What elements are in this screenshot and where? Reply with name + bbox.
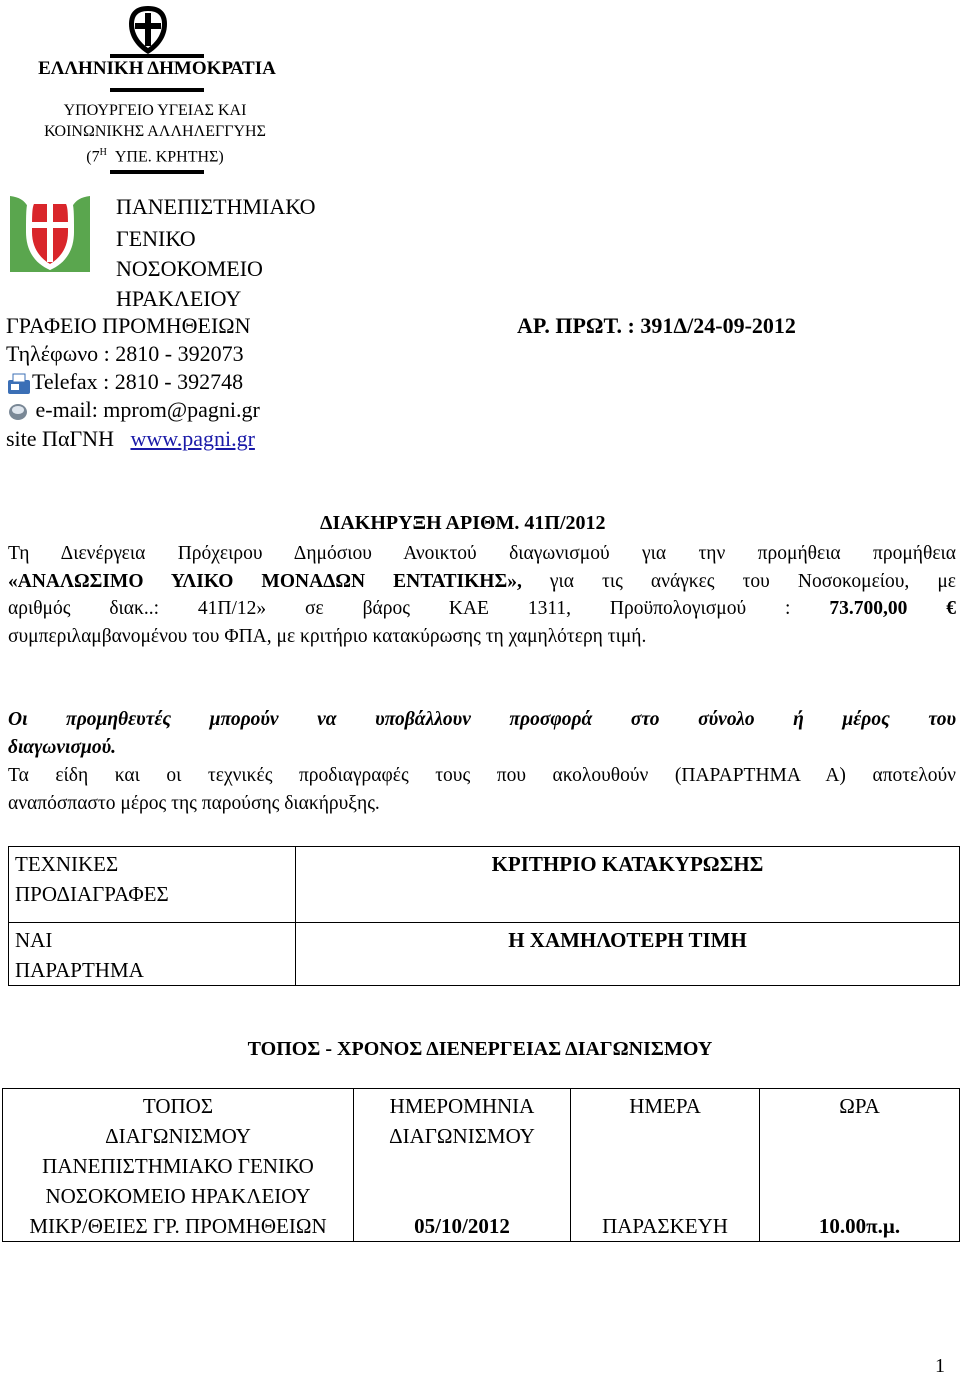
procurement-office: ΓΡΑΦΕΙΟ ΠΡΟΜΗΘΕΙΩΝ (6, 313, 251, 338)
venue-table (2, 1088, 960, 1242)
specs-header-cell: ΤΕΧΝΙΚΕΣ ΠΡΟΔΙΑΓΡΑΦΕΣ (9, 847, 296, 923)
header-rule-middle (110, 88, 204, 92)
protocol-number: ΑΡ. ΠΡΩΤ. : 391Δ/24-09-2012 (517, 313, 796, 338)
venue-heading: ΤΟΠΟΣ - ΧΡΟΝΟΣ ΔΙΕΝΕΡΓΕΙΑΣ ΔΙΑΓΩΝΙΣΜΟΥ (247, 1038, 713, 1060)
date-value: 05/10/2012 (414, 1214, 510, 1238)
ministry-line-2: ΚΟΙΝΩΝΙΚΗΣ ΑΛΛΗΛΕΓΓΥΗΣ (44, 123, 266, 140)
hospital-name-line-3: ΝΟΣΟΚΟΜΕΙΟ (116, 256, 263, 281)
declaration-paragraph-1: Τη Διενέργεια Πρόχειρου Δημόσιου Ανοικτού διαγωνισμού για την προμήθεια προμήθεια «ΑΝΑΛΩΣΙΜΟ ΥΛΙΚΟ ΜΟΝΑΔΩΝ ΕΝΤΑΤΙΚΗΣ», για τις ανάγκες του Νοσοκομείου, με αριθμός διακ..: 41Π/12» σε βάρος ΚΑΕ 1311, Προϋπολογισμού : 73.700,00 € συμπεριλαμβανομένου του ΦΠΑ, με κριτήριο κατακύρωσης τη χαμηλότερη τιμή. (8, 543, 957, 647)
hospital-name-line-1: ΠΑΝΕΠΙΣΤΗΜΙΑΚΟ (116, 194, 316, 219)
page-number: 1 (935, 1355, 945, 1377)
criteria-table (8, 846, 960, 986)
greek-state-emblem-icon (126, 4, 170, 56)
declaration-title: ΔΙΑΚΗΡΥΞΗ ΑΡΙΘΜ. 41Π/2012 (320, 512, 606, 534)
declaration-paragraph-3: Τα είδη και οι τεχνικές προδιαγραφές τους που ακολουθούν (ΠΑΡΑΡΤΗΜΑ Α) αποτελούν αναπόσπαστο μέρος της παρούσης διακήρυξης. (8, 765, 956, 814)
ministry-line-1: ΥΠΟΥΡΓΕΙΟ ΥΓΕΙΑΣ ΚΑΙ (63, 102, 247, 119)
hospital-name-line-4: ΗΡΑΚΛΕΙΟΥ (116, 286, 242, 311)
table-row (3, 1089, 960, 1242)
email-line (6, 396, 260, 424)
specs-value-cell: ΝΑΙ ΠΑΡΑΡΤΗΜΑ (9, 923, 296, 986)
day-cell: ΗΜΕΡΑ ΠΑΡΑΣΚΕΥΗ (571, 1089, 760, 1242)
table-row (9, 923, 960, 986)
place-cell: ΤΟΠΟΣ ΔΙΑΓΩΝΙΣΜΟΥ ΠΑΝΕΠΙΣΤΗΜΙΑΚΟ ΓΕΝΙΚΟ ΝΟΣΟΚΟΜΕΙΟ ΗΡΑΚΛΕΙΟΥ ΜΙΚΡ/ΘΕΙΕΣ ΓΡ. ΠΡΟΜΗΘΕΙΩΝ (3, 1089, 354, 1242)
ministry-block (40, 100, 270, 167)
fax-line: Telefax : 2810 - 392748 (6, 368, 243, 396)
declaration-paragraph-2: Οι προμηθευτές μπορούν να υποβάλλουν προσφορά στο σύνολο ή μέρος του διαγωνισμού. (8, 709, 956, 758)
time-value: 10.00π.μ. (818, 1214, 901, 1238)
hospital-name (116, 192, 315, 314)
ministry-line-3: ($7^H$ ΥΠΕ. ΚΡΗΤΗΣ) (86, 147, 224, 166)
table-row (9, 847, 960, 923)
republic-title: ΕΛΛΗΝΙΚΗ ΔΗΜΟΚΡΑΤΙΑ (38, 58, 276, 79)
award-value-cell: Η ΧΑΜΗΛΟΤΕΡΗ ΤΙΜΗ (296, 923, 960, 986)
award-header-cell: ΚΡΙΤΗΡΙΟ ΚΑΤΑΚΥΡΩΣΗΣ (296, 847, 960, 923)
phone-line: Τηλέφωνο : 2810 - 392073 (6, 341, 244, 366)
header-rule-bottom (110, 170, 204, 174)
email-text: e-mail: mprom@pagni.gr (35, 397, 260, 422)
day-value: ΠΑΡΑΣΚΕΥΗ (602, 1214, 728, 1238)
site-label: site ΠαΓΝΗ (6, 426, 114, 451)
email-icon (6, 402, 30, 422)
hospital-cross-logo-icon (8, 192, 92, 274)
hospital-name-line-2: ΓΕΝΙΚΟ (116, 226, 196, 251)
site-line (6, 425, 255, 453)
fax-icon (6, 372, 32, 396)
site-link[interactable]: www.pagni.gr (130, 426, 255, 451)
date-cell: ΗΜΕΡΟΜΗΝΙΑ ΔΙΑΓΩΝΙΣΜΟΥ 05/10/2012 (354, 1089, 571, 1242)
time-cell: ΩΡΑ 10.00π.μ. (760, 1089, 960, 1242)
